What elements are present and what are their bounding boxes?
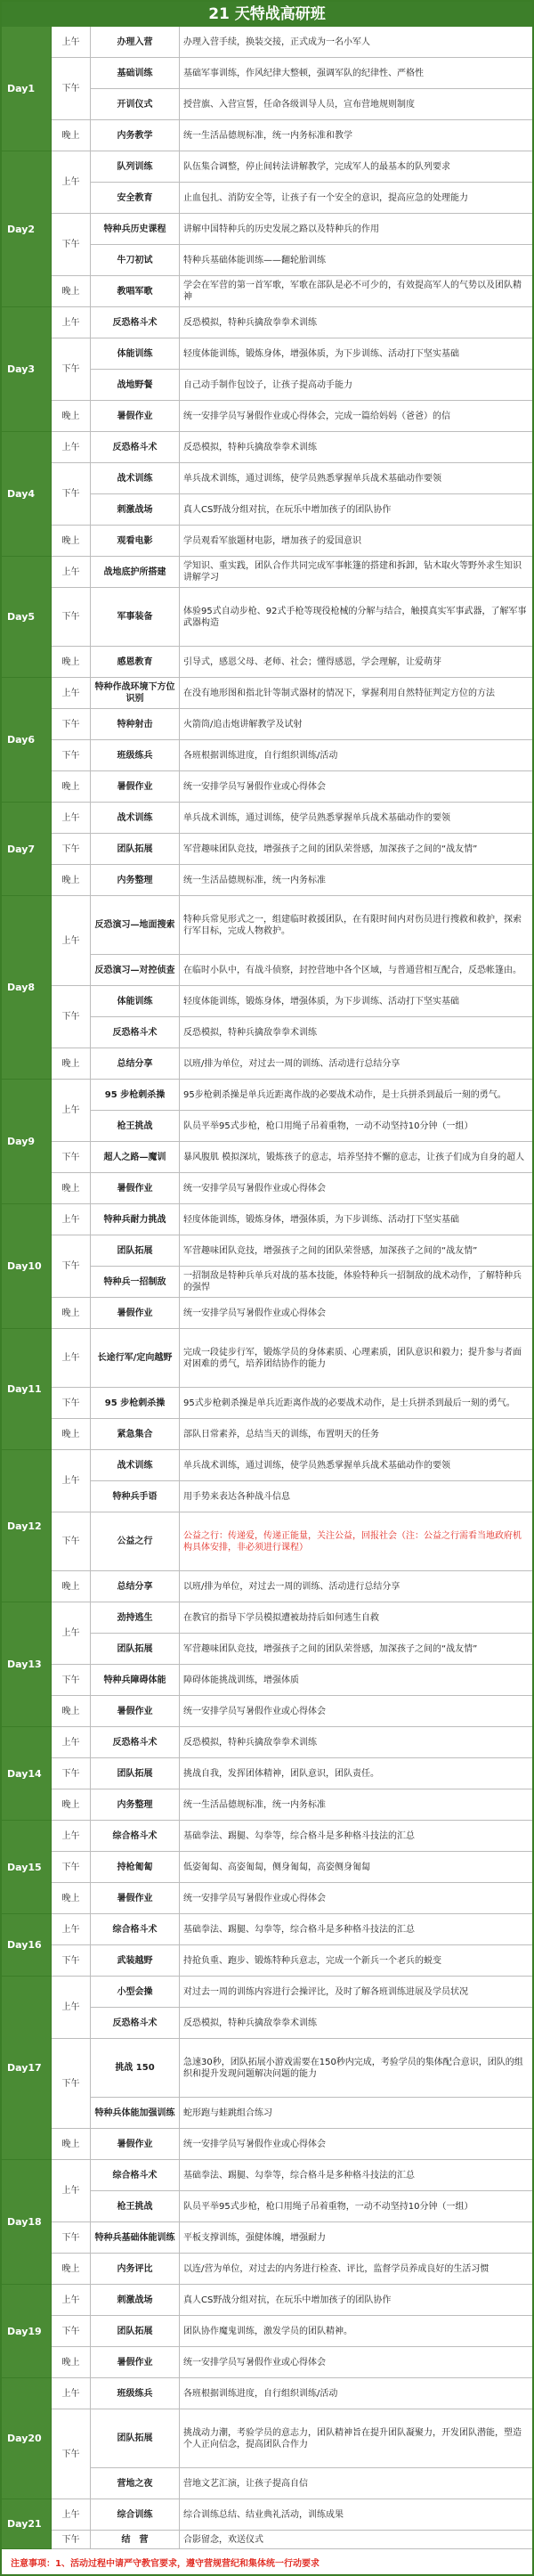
day-label: Day13 — [2, 1602, 52, 1727]
activity-description: 自己动手制作包饺子，让孩子提高动手能力 — [180, 370, 532, 401]
activity-name: 综合格斗术 — [91, 2160, 180, 2191]
activity-description: 以班/排为单位，对过去一周的训练、活动进行总结分享 — [180, 1048, 532, 1080]
day-label: Day8 — [2, 896, 52, 1080]
period-label: 下午 — [52, 709, 91, 740]
activity-description: 统一安排学员写暑假作业或心得体会 — [180, 771, 532, 803]
activity-description: 轻度体能训练，锻炼身体，增强体质，为下步训练、活动打下坚实基础 — [180, 338, 532, 370]
activity-description: 团队协作魔鬼训练，激发学员的团队精神。 — [180, 2316, 532, 2347]
page-title: 21 天特战高研班 — [2, 2, 532, 27]
activity-description: 反恐模拟，特种兵擒敌拳拳术训练 — [180, 1727, 532, 1758]
activity-name: 刺激战场 — [91, 2285, 180, 2316]
activity-name: 反恐演习—地面搜索 — [91, 896, 180, 955]
period-label: 下午 — [52, 1512, 91, 1571]
activity-description: 统一安排学员写暑假作业或心得体会，完成一篇给妈妈（爸爸）的信 — [180, 401, 532, 432]
activity-description: 反恐模拟，特种兵擒敌拳拳术训练 — [180, 2008, 532, 2039]
period-label: 晚上 — [52, 1789, 91, 1821]
activity-description: 挑战动力潮，考验学员的意志力，团队精神旨在提升团队凝聚力，开发团队潜能，塑造个人正向信念，提高团队合作力 — [180, 2409, 532, 2468]
activity-name: 刺激战场 — [91, 494, 180, 526]
activity-name: 战术训练 — [91, 803, 180, 834]
period-label: 上午 — [52, 27, 91, 58]
period-label: 下午 — [52, 1388, 91, 1419]
activity-description: 完成一段徒步行军，锻炼学员的身体素质、心理素质，团队意识和毅力；提升参与者面对困难的勇气，培养团结协作的能力 — [180, 1329, 532, 1388]
period-label: 上午 — [52, 803, 91, 834]
period-label: 晚上 — [52, 647, 91, 678]
activity-description: 引导式，感恩父母、老师、社会；懂得感恩，学会理解，让爱萌芽 — [180, 647, 532, 678]
period-label: 晚上 — [52, 771, 91, 803]
period-label: 下午 — [52, 2531, 91, 2549]
period-label: 下午 — [52, 1665, 91, 1696]
activity-name: 暑假作业 — [91, 2347, 180, 2378]
activity-description: 队员平举95式步枪，枪口用绳子吊着重物，一动不动坚持10分钟（一组） — [180, 2191, 532, 2222]
activity-description: 军营趣味团队竞技，增强孩子之间的团队荣誉感，加深孩子之间的“战友情” — [180, 1235, 532, 1267]
activity-description: 反恐模拟，特种兵擒敌拳拳术训练 — [180, 432, 532, 463]
activity-description: 持抢负重、跑步、锻炼特种兵意志，完成一个新兵一个老兵的蜕变 — [180, 1945, 532, 1977]
activity-name: 团队拓展 — [91, 1634, 180, 1665]
activity-description: 以连/营为单位，对过去的内务进行检查、评比，监督学员养成良好的生活习惯 — [180, 2254, 532, 2285]
period-label: 下午 — [52, 588, 91, 647]
activity-name: 观看电影 — [91, 526, 180, 557]
activity-name: 反恐格斗术 — [91, 2008, 180, 2039]
day-label: Day12 — [2, 1450, 52, 1602]
activity-description: 真人CS野战分组对抗，在玩乐中增加孩子的团队协作 — [180, 2285, 532, 2316]
day-label: Day7 — [2, 803, 52, 896]
day-label: Day2 — [2, 151, 52, 307]
day-label: Day19 — [2, 2285, 52, 2378]
activity-name: 感恩教育 — [91, 647, 180, 678]
activity-description: 基础拳法、踢腿、勾拳等，综合格斗是多种格斗技法的汇总 — [180, 1914, 532, 1945]
activity-name: 团队拓展 — [91, 2316, 180, 2347]
activity-name: 团队拓展 — [91, 834, 180, 865]
period-label: 上午 — [52, 1602, 91, 1665]
activity-name: 基础训练 — [91, 58, 180, 89]
day-label: Day9 — [2, 1080, 52, 1204]
period-label: 下午 — [52, 1142, 91, 1173]
day-label: Day15 — [2, 1821, 52, 1914]
activity-description: 95式步枪刺杀操是单兵近距离作战的必要战术动作，是士兵拼杀到最后一刻的勇气。 — [180, 1388, 532, 1419]
activity-name: 内务整理 — [91, 865, 180, 896]
day-label: Day10 — [2, 1204, 52, 1329]
activity-name: 劲持逃生 — [91, 1602, 180, 1634]
activity-description: 急速30秒，团队拓展小游戏需要在150秒内完成，考验学员的集体配合意识，团队的组织和提升发现问题解决问题的能力 — [180, 2039, 532, 2098]
activity-name: 超人之路—魔训 — [91, 1142, 180, 1173]
activity-name: 牛刀初试 — [91, 245, 180, 276]
period-label: 上午 — [52, 2378, 91, 2409]
activity-description: 营地文艺汇演，让孩子提高自信 — [180, 2468, 532, 2499]
activity-name: 总结分享 — [91, 1571, 180, 1602]
activity-name: 长途行军/定向越野 — [91, 1329, 180, 1388]
period-label: 晚上 — [52, 120, 91, 151]
activity-name: 团队拓展 — [91, 1235, 180, 1267]
footer-note: 注意事项：1、活动过程中请严守教官要求，遵守营规营纪和集体统一行动要求 — [2, 2549, 532, 2574]
day-label: Day18 — [2, 2160, 52, 2285]
period-label: 上午 — [52, 307, 91, 338]
period-label: 晚上 — [52, 865, 91, 896]
period-label: 下午 — [52, 2039, 91, 2129]
period-label: 晚上 — [52, 276, 91, 307]
activity-name: 特种射击 — [91, 709, 180, 740]
activity-description: 低姿匍匐、高姿匍匐，侧身匍匐，高姿侧身匍匐 — [180, 1852, 532, 1883]
activity-name: 暑假作业 — [91, 1883, 180, 1914]
activity-name: 武装越野 — [91, 1945, 180, 1977]
activity-description: 队员平举95式步枪，枪口用绳子吊着重物，一动不动坚持10分钟（一组） — [180, 1111, 532, 1142]
period-label: 晚上 — [52, 1298, 91, 1329]
period-label: 上午 — [52, 557, 91, 588]
day-label: Day4 — [2, 432, 52, 557]
activity-description: 轻度体能训练，锻炼身体，增强体质，为下步训练、活动打下坚实基础 — [180, 1204, 532, 1235]
period-label: 上午 — [52, 2285, 91, 2316]
period-label: 晚上 — [52, 2129, 91, 2160]
period-label: 晚上 — [52, 2347, 91, 2378]
activity-description: 暴风腹肌 模拟深坑，锻炼孩子的意志，培养坚持不懈的意志，让孩子们成为自身的超人 — [180, 1142, 532, 1173]
activity-name: 综合训练 — [91, 2499, 180, 2531]
activity-description: 学知识、重实践，团队合作共同完成军事帐篷的搭建和拆卸，钻木取火等野外求生知识讲解学习 — [180, 557, 532, 588]
activity-name: 综合格斗术 — [91, 1821, 180, 1852]
activity-name: 班级练兵 — [91, 2378, 180, 2409]
activity-name: 反恐格斗术 — [91, 432, 180, 463]
activity-description: 合影留念，欢送仪式 — [180, 2531, 532, 2549]
activity-name: 战术训练 — [91, 463, 180, 494]
day-label: Day21 — [2, 2499, 52, 2549]
activity-description: 公益之行：传递爱，传递正能量，关注公益，回报社会（注：公益之行需看当地政府机构具体安排，非必须进行课程） — [180, 1512, 532, 1571]
activity-description: 反恐模拟，特种兵擒敌拳拳术训练 — [180, 1017, 532, 1048]
activity-description: 统一安排学员写暑假作业或心得体会 — [180, 1298, 532, 1329]
activity-description: 队伍集合调整，停止间转法讲解教学，完成军人的最基本的队列要求 — [180, 151, 532, 183]
activity-description: 特种兵基础体能训练——翻轮胎训练 — [180, 245, 532, 276]
activity-name: 暑假作业 — [91, 1696, 180, 1727]
activity-description: 95步枪刺杀操是单兵近距离作战的必要战术动作，是士兵拼杀到最后一刻的勇气。 — [180, 1080, 532, 1111]
activity-name: 安全教育 — [91, 183, 180, 214]
activity-name: 开训仪式 — [91, 89, 180, 120]
activity-description: 授营旗、入营宣誓，任命各级训导人员，宣布营地规则制度 — [180, 89, 532, 120]
period-label: 上午 — [52, 432, 91, 463]
period-label: 上午 — [52, 2160, 91, 2222]
activity-name: 95 步枪刺杀操 — [91, 1080, 180, 1111]
activity-description: 一招制敌是特种兵单兵对战的基本技能，体验特种兵一招制敌的战术动作，了解特种兵的强悍 — [180, 1267, 532, 1298]
activity-name: 小型会操 — [91, 1977, 180, 2008]
period-label: 下午 — [52, 1945, 91, 1977]
activity-description: 统一安排学员写暑假作业或心得体会 — [180, 2347, 532, 2378]
activity-name: 综合格斗术 — [91, 1914, 180, 1945]
activity-name: 暑假作业 — [91, 1298, 180, 1329]
period-label: 晚上 — [52, 1571, 91, 1602]
activity-name: 特种兵体能加强训练 — [91, 2098, 180, 2129]
activity-name: 特种兵手语 — [91, 1481, 180, 1512]
activity-description: 部队日常素养，总结当天的训练，布置明天的任务 — [180, 1419, 532, 1450]
activity-name: 反恐格斗术 — [91, 1727, 180, 1758]
activity-name: 团队拓展 — [91, 1758, 180, 1789]
period-label: 晚上 — [52, 1173, 91, 1204]
activity-description: 统一生活品德规标准，统一内务标准 — [180, 865, 532, 896]
period-label: 晚上 — [52, 1419, 91, 1450]
activity-name: 办理入营 — [91, 27, 180, 58]
activity-name: 总结分享 — [91, 1048, 180, 1080]
activity-name: 特种兵基础体能训练 — [91, 2222, 180, 2254]
activity-name: 暑假作业 — [91, 1173, 180, 1204]
period-label: 下午 — [52, 2222, 91, 2254]
day-label: Day6 — [2, 678, 52, 803]
activity-description: 止血包扎、消防安全等，让孩子有一个安全的意识，提高应急的处理能力 — [180, 183, 532, 214]
activity-description: 综合训练总结、结业典礼活动，训练成果 — [180, 2499, 532, 2531]
activity-description: 真人CS野战分组对抗，在玩乐中增加孩子的团队协作 — [180, 494, 532, 526]
activity-description: 特种兵常见形式之一，组建临时救援团队，在有限时间内对伤员进行搜救和救护，探索行军目标，完成人物救护。 — [180, 896, 532, 955]
activity-description: 基础军事训练，作风纪律大整顿，强调军队的纪律性、严格性 — [180, 58, 532, 89]
activity-description: 障碍体能挑战训练，增强体质 — [180, 1665, 532, 1696]
day-label: Day3 — [2, 307, 52, 432]
period-label: 下午 — [52, 2316, 91, 2347]
activity-description: 火箭筒/追击炮讲解教学及试射 — [180, 709, 532, 740]
activity-description: 以班/排为单位，对过去一周的训练、活动进行总结分享 — [180, 1571, 532, 1602]
period-label: 上午 — [52, 2499, 91, 2531]
activity-description: 在教官的指导下学员模拟遭被劫持后如何逃生自救 — [180, 1602, 532, 1634]
period-label: 上午 — [52, 1450, 91, 1512]
activity-name: 团队拓展 — [91, 2409, 180, 2468]
period-label: 下午 — [52, 834, 91, 865]
activity-description: 单兵战术训练，通过训练，使学员熟悉掌握单兵战术基础动作要领 — [180, 463, 532, 494]
activity-name: 公益之行 — [91, 1512, 180, 1571]
period-label: 上午 — [52, 1329, 91, 1388]
activity-name: 特种作战环境下方位识别 — [91, 678, 180, 709]
activity-name: 体能训练 — [91, 986, 180, 1017]
activity-name: 枪王挑战 — [91, 2191, 180, 2222]
activity-description: 基础拳法、踢腿、勾拳等，综合格斗是多种格斗技法的汇总 — [180, 2160, 532, 2191]
activity-description: 轻度体能训练，锻炼身体，增强体质，为下步训练、活动打下坚实基础 — [180, 986, 532, 1017]
period-label: 下午 — [52, 1852, 91, 1883]
period-label: 晚上 — [52, 526, 91, 557]
activity-description: 学员观看军旅题材电影，增加孩子的爱国意识 — [180, 526, 532, 557]
activity-description: 各班根据训练进度，自行组织训练/活动 — [180, 740, 532, 771]
activity-description: 用手势来表达各种战斗信息 — [180, 1481, 532, 1512]
activity-description: 军营趣味团队竞技，增强孩子之间的团队荣誉感，加深孩子之间的“战友情” — [180, 1634, 532, 1665]
activity-name: 体能训练 — [91, 338, 180, 370]
activity-name: 营地之夜 — [91, 2468, 180, 2499]
activity-name: 战术训练 — [91, 1450, 180, 1481]
activity-name: 特种兵历史课程 — [91, 214, 180, 245]
period-label: 晚上 — [52, 1883, 91, 1914]
period-label: 下午 — [52, 58, 91, 120]
activity-description: 挑战自我，发挥团体精神，团队意识，团队责任。 — [180, 1758, 532, 1789]
activity-name: 结 营 — [91, 2531, 180, 2549]
activity-description: 统一安排学员写暑假作业或心得体会 — [180, 1173, 532, 1204]
period-label: 上午 — [52, 151, 91, 214]
period-label: 下午 — [52, 1758, 91, 1789]
activity-name: 紧急集合 — [91, 1419, 180, 1450]
activity-name: 内务评比 — [91, 2254, 180, 2285]
activity-name: 队列训练 — [91, 151, 180, 183]
activity-name: 特种兵障碍体能 — [91, 1665, 180, 1696]
activity-description: 蛇形跑与蛙跳组合练习 — [180, 2098, 532, 2129]
activity-description: 单兵战术训练，通过训练，使学员熟悉掌握单兵战术基础动作的要领 — [180, 803, 532, 834]
activity-description: 体验95式自动步枪、92式手枪等现役枪械的分解与结合，触摸真实军事武器，了解军事武器构造 — [180, 588, 532, 647]
period-label: 上午 — [52, 1204, 91, 1235]
activity-description: 统一生活品德规标准，统一内务标准 — [180, 1789, 532, 1821]
activity-description: 学会在军营的第一首军歌，军歌在部队是必不可少的，有效提高军人的气势以及团队精神 — [180, 276, 532, 307]
period-label: 晚上 — [52, 1048, 91, 1080]
activity-name: 挑战 150 — [91, 2039, 180, 2098]
period-label: 上午 — [52, 1727, 91, 1758]
period-label: 下午 — [52, 1235, 91, 1298]
period-label: 晚上 — [52, 401, 91, 432]
activity-name: 内务教学 — [91, 120, 180, 151]
period-label: 上午 — [52, 1821, 91, 1852]
period-label: 下午 — [52, 740, 91, 771]
activity-description: 统一安排学员写暑假作业或心得体会 — [180, 1883, 532, 1914]
activity-description: 各班根据训练进度，自行组织训练/活动 — [180, 2378, 532, 2409]
period-label: 上午 — [52, 678, 91, 709]
period-label: 下午 — [52, 338, 91, 401]
period-label: 下午 — [52, 986, 91, 1048]
activity-name: 教唱军歌 — [91, 276, 180, 307]
activity-name: 持枪匍匐 — [91, 1852, 180, 1883]
activity-name: 暑假作业 — [91, 2129, 180, 2160]
period-label: 上午 — [52, 1080, 91, 1142]
activity-description: 统一安排学员写暑假作业或心得体会 — [180, 2129, 532, 2160]
activity-description: 讲解中国特种兵的历史发展之路以及特种兵的作用 — [180, 214, 532, 245]
activity-name: 暑假作业 — [91, 401, 180, 432]
activity-name: 特种兵一招制敌 — [91, 1267, 180, 1298]
day-label: Day11 — [2, 1329, 52, 1450]
period-label: 上午 — [52, 1977, 91, 2039]
day-label: Day14 — [2, 1727, 52, 1821]
period-label: 晚上 — [52, 1696, 91, 1727]
day-label: Day1 — [2, 27, 52, 151]
activity-name: 枪王挑战 — [91, 1111, 180, 1142]
activity-name: 反恐格斗术 — [91, 307, 180, 338]
activity-description: 平板支撑训练，强健体魄，增强耐力 — [180, 2222, 532, 2254]
activity-description: 反恐模拟，特种兵擒敌拳拳术训练 — [180, 307, 532, 338]
activity-description: 基础拳法、踢腿、勾拳等，综合格斗是多种格斗技法的汇总 — [180, 1821, 532, 1852]
activity-description: 军营趣味团队竞技，增强孩子之间的团队荣誉感，加深孩子之间的“战友情” — [180, 834, 532, 865]
period-label: 下午 — [52, 2409, 91, 2499]
activity-description: 统一安排学员写暑假作业或心得体会 — [180, 1696, 532, 1727]
activity-description: 单兵战术训练，通过训练，使学员熟悉掌握单兵战术基础动作的要领 — [180, 1450, 532, 1481]
day-label: Day20 — [2, 2378, 52, 2499]
period-label: 晚上 — [52, 2254, 91, 2285]
activity-description: 对过去一周的训练内容进行会操评比，及时了解各班训练进展及学员状况 — [180, 1977, 532, 2008]
activity-name: 内务整理 — [91, 1789, 180, 1821]
day-label: Day5 — [2, 557, 52, 678]
day-label: Day16 — [2, 1914, 52, 1977]
activity-name: 战地底护所搭建 — [91, 557, 180, 588]
activity-name: 战地野餐 — [91, 370, 180, 401]
activity-name: 暑假作业 — [91, 771, 180, 803]
activity-name: 班级练兵 — [91, 740, 180, 771]
activity-name: 军事装备 — [91, 588, 180, 647]
activity-description: 在临时小队中，有战斗侦察，封控营地中各个区域，与普通营相互配合，反恐帐篷由。 — [180, 955, 532, 986]
activity-name: 特种兵耐力挑战 — [91, 1204, 180, 1235]
period-label: 上午 — [52, 896, 91, 986]
activity-name: 95 步枪刺杀操 — [91, 1388, 180, 1419]
activity-description: 办理入营手续，换装交接，正式成为一名小军人 — [180, 27, 532, 58]
period-label: 下午 — [52, 463, 91, 526]
activity-name: 反恐格斗术 — [91, 1017, 180, 1048]
activity-description: 在没有地形图和指北针等制式器材的情况下，掌握利用自然特征判定方位的方法 — [180, 678, 532, 709]
period-label: 上午 — [52, 1914, 91, 1945]
period-label: 下午 — [52, 214, 91, 276]
activity-name: 反恐演习—对控侦查 — [91, 955, 180, 986]
activity-description: 统一生活品德规标准，统一内务标准和教学 — [180, 120, 532, 151]
day-label: Day17 — [2, 1977, 52, 2160]
